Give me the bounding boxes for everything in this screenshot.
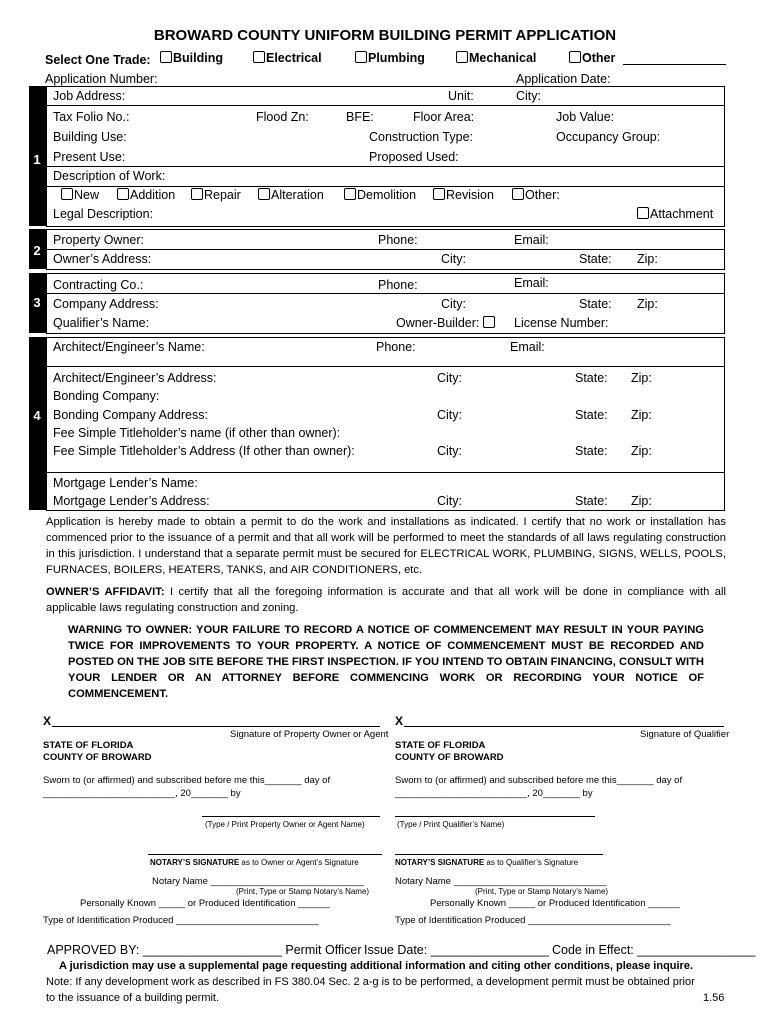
checkbox-icon: [569, 51, 581, 63]
architect-city-label: City:: [437, 371, 462, 385]
issue-date-field: Issue Date: _________________: [364, 943, 549, 957]
job-address-label: Job Address:: [53, 89, 126, 103]
checkbox-icon: [253, 51, 265, 63]
checkbox-icon: [344, 188, 356, 200]
work-repair-checkbox[interactable]: Repair: [191, 188, 241, 202]
checkbox-icon: [512, 188, 524, 200]
page-title: BROWARD COUNTY UNIFORM BUILDING PERMIT APPLICATION: [153, 27, 617, 44]
code-in-effect-field: Code in Effect: _________________: [552, 943, 756, 957]
trade-other-checkbox[interactable]: Other: [569, 51, 615, 65]
form-version: 1.56: [703, 992, 725, 1004]
city-label: City:: [516, 89, 541, 103]
bonding-company-label: Bonding Company:: [53, 389, 160, 403]
owner-sworn-date: _________________________, 20_______ by: [43, 788, 241, 799]
qualifier-personally-known: Personally Known _____ or Produced Identification ______: [430, 898, 680, 909]
bonding-address-label: Bonding Company Address:: [53, 408, 208, 422]
owner-id-produced: Type of Identification Produced ___________________________: [43, 915, 319, 926]
contractor-phone-label: Phone:: [378, 278, 418, 292]
owner-city-label: City:: [441, 252, 466, 266]
checkbox-icon: [61, 188, 73, 200]
checkbox-icon: [117, 188, 129, 200]
architect-zip-label: Zip:: [631, 371, 652, 385]
fee-simple-state-label: State:: [575, 444, 608, 458]
present-use-label: Present Use:: [53, 150, 126, 164]
building-use-label: Building Use:: [53, 130, 127, 144]
checkbox-icon: [160, 51, 172, 63]
work-demolition-checkbox[interactable]: Demolition: [344, 188, 416, 202]
property-owner-label: Property Owner:: [53, 233, 145, 247]
checkbox-icon: [191, 188, 203, 200]
contracting-co-label: Contracting Co.:: [53, 278, 144, 292]
owner-print-name-line[interactable]: [202, 816, 380, 817]
divider: [46, 366, 725, 367]
bfe-label: BFE:: [346, 110, 374, 124]
qualifier-notary-name: Notary Name _____________________________: [395, 876, 607, 887]
trade-plumbing-checkbox[interactable]: Plumbing: [355, 51, 425, 65]
bonding-state-label: State:: [575, 408, 608, 422]
owner-zip-label: Zip:: [637, 252, 658, 266]
work-other-checkbox[interactable]: Other:: [512, 188, 560, 202]
section-2-number: 2: [33, 243, 41, 258]
divider: [46, 186, 725, 187]
work-addition-checkbox[interactable]: Addition: [117, 188, 175, 202]
fee-simple-zip-label: Zip:: [631, 444, 652, 458]
work-alteration-checkbox[interactable]: Alteration: [258, 188, 324, 202]
mortgage-lender-name-label: Mortgage Lender’s Name:: [53, 476, 198, 490]
qualifier-id-produced: Type of Identification Produced ___________________________: [395, 915, 671, 926]
section-1-number: 1: [33, 152, 41, 167]
work-revision-checkbox[interactable]: Revision: [433, 188, 494, 202]
architect-name-label: Architect/Engineer’s Name:: [53, 340, 205, 354]
qualifier-county-label: COUNTY OF BROWARD: [395, 752, 504, 763]
checkbox-icon: [433, 188, 445, 200]
description-of-work-label: Description of Work:: [53, 169, 166, 183]
owner-email-label: Email:: [514, 233, 549, 247]
trade-electrical-checkbox[interactable]: Electrical: [253, 51, 322, 65]
bonding-city-label: City:: [437, 408, 462, 422]
mortgage-state-label: State:: [575, 494, 608, 508]
owner-state-label: STATE OF FLORIDA: [43, 740, 134, 751]
qualifiers-name-label: Qualifier’s Name:: [53, 316, 150, 330]
contractor-email-label: Email:: [514, 276, 549, 290]
owner-builder-checkbox[interactable]: Owner-Builder:: [396, 316, 496, 330]
architect-email-label: Email:: [510, 340, 545, 354]
qualifier-signature-line[interactable]: [404, 726, 724, 727]
bonding-zip-label: Zip:: [631, 408, 652, 422]
section-3-number: 3: [33, 295, 41, 310]
section-4-bar: [29, 337, 46, 510]
architect-address-label: Architect/Engineer’s Address:: [53, 371, 217, 385]
owner-signature-line[interactable]: [52, 726, 380, 727]
qualifier-print-name-caption: (Type / Print Qualifier’s Name): [397, 820, 505, 829]
development-permit-note-cont: to the issuance of a building permit.: [46, 992, 220, 1004]
fee-simple-city-label: City:: [437, 444, 462, 458]
application-number-label: Application Number:: [45, 72, 158, 86]
checkbox-icon: [483, 316, 495, 328]
checkbox-icon: [355, 51, 367, 63]
qualifier-state-label: STATE OF FLORIDA: [395, 740, 486, 751]
trade-other-field[interactable]: [623, 64, 726, 65]
approved-by-field: APPROVED BY: ____________________ Permit Officer: [47, 943, 362, 957]
owner-notary-print-caption: (Print, Type or Stamp Notary’s Name): [236, 887, 370, 896]
architect-state-label: State:: [575, 371, 608, 385]
trade-label: Select One Trade:: [45, 53, 151, 67]
owner-sworn-text: Sworn to (or affirmed) and subscribed before me this_______ day of: [43, 775, 331, 786]
qualifier-notary-signature-caption: NOTARY’S SIGNATURE as to Qualifier’s Signature: [395, 858, 579, 867]
tax-folio-label: Tax Folio No.:: [53, 110, 130, 124]
development-permit-note: Note: If any development work as described in FS 380.04 Sec. 2 a-g is to be performed, a development permit must be obtained prior: [46, 976, 695, 988]
fee-simple-address-label: Fee Simple Titleholder’s Address (If other than owner):: [53, 444, 355, 458]
application-date-label: Application Date:: [516, 72, 611, 86]
proposed-use-label: Proposed Used:: [369, 150, 459, 164]
checkbox-icon: [258, 188, 270, 200]
owners-address-label: Owner’s Address:: [53, 252, 152, 266]
company-zip-label: Zip:: [637, 297, 658, 311]
owner-print-name-caption: (Type / Print Property Owner or Agent Name): [205, 820, 365, 829]
owner-state-label: State:: [579, 252, 612, 266]
owner-notary-signature-caption: NOTARY’S SIGNATURE as to Owner or Agent’s Signature: [150, 858, 359, 867]
owners-affidavit: OWNER’S AFFIDAVIT: I certify that all the foregoing information is accurate and that all work will be done in compliance with all applicable laws regulating construction and zoning.: [46, 586, 726, 614]
construction-type-label: Construction Type:: [369, 130, 473, 144]
checkbox-icon: [637, 207, 649, 219]
occupancy-group-label: Occupancy Group:: [556, 130, 661, 144]
work-new-checkbox[interactable]: New: [61, 188, 99, 202]
jurisdiction-note: A jurisdiction may use a supplemental page requesting additional information and citing other conditions, please inquire.: [59, 960, 694, 972]
mortgage-lender-address-label: Mortgage Lender’s Address:: [53, 494, 210, 508]
job-value-label: Job Value:: [556, 110, 615, 124]
company-address-label: Company Address:: [53, 297, 159, 311]
flood-zone-label: Flood Zn:: [256, 110, 309, 124]
owner-notary-name: Notary Name _____________________________: [152, 876, 364, 887]
qualifier-notary-signature-line[interactable]: [395, 854, 603, 855]
owner-county-label: COUNTY OF BROWARD: [43, 752, 152, 763]
license-number-label: License Number:: [514, 316, 609, 330]
checkbox-icon: [456, 51, 468, 63]
qualifier-notary-print-caption: (Print, Type or Stamp Notary’s Name): [475, 887, 609, 896]
warning-to-owner: WARNING TO OWNER: YOUR FAILURE TO RECORD A NOTICE OF COMMENCEMENT MAY RESULT IN YOUR PAYING TWICE FOR IMPROVEMENTS TO YOUR PROPERTY. A NOTICE OF COMMENCEMENT MUST BE RECORDED AND POSTED ON THE JOB SITE BEFORE THE FIRST INSPECTION. IF YOU INTEND TO OBTAIN FINANCING, CONSULT WITH YOUR LENDER OR AN ATTORNEY BEFORE COMMENCING WORK OR RECORDING YOUR NOTICE OF COMMENCEMENT.: [68, 624, 704, 700]
owner-signature-caption: Signature of Property Owner or Agent: [230, 729, 389, 740]
company-city-label: City:: [441, 297, 466, 311]
floor-area-label: Floor Area:: [413, 110, 475, 124]
owner-phone-label: Phone:: [378, 233, 418, 247]
application-statement: Application is hereby made to obtain a permit to do the work and installations as indicated. I certify that no work or installation has commenced prior to the issuance of a permit and that all work will be performed to meet the standards of all laws regulating construction in this jurisdiction. I understand that a separate permit must be secured for ELECTRICAL WORK, PLUMBING, SIGNS, WELLS, POOLS, FURNACES, BOILERS, HEATERS, TANKS, and AIR CONDITIONERS, etc.: [46, 516, 726, 576]
qualifier-sworn-text: Sworn to (or affirmed) and subscribed before me this_______ day of: [395, 775, 683, 786]
mortgage-zip-label: Zip:: [631, 494, 652, 508]
company-state-label: State:: [579, 297, 612, 311]
qualifier-print-name-line[interactable]: [395, 816, 595, 817]
section-4-number: 4: [33, 408, 41, 423]
qualifier-sworn-date: _________________________, 20_______ by: [395, 788, 593, 799]
unit-label: Unit:: [448, 89, 474, 103]
divider: [46, 166, 725, 167]
qualifier-signature-caption: Signature of Qualifier: [640, 729, 730, 740]
attachment-checkbox[interactable]: Attachment: [637, 207, 713, 221]
owner-signature-x: X: [43, 714, 52, 728]
divider: [46, 249, 725, 250]
mortgage-city-label: City:: [437, 494, 462, 508]
legal-description-label: Legal Description:: [53, 207, 154, 221]
qualifier-signature-x: X: [395, 714, 404, 728]
divider: [46, 293, 725, 294]
fee-simple-name-label: Fee Simple Titleholder’s name (if other than owner):: [53, 426, 341, 440]
divider: [46, 472, 725, 473]
architect-phone-label: Phone:: [376, 340, 416, 354]
divider: [46, 105, 725, 106]
trade-mechanical-checkbox[interactable]: Mechanical: [456, 51, 536, 65]
owner-personally-known: Personally Known _____ or Produced Identification ______: [80, 898, 330, 909]
owner-notary-signature-line[interactable]: [148, 854, 382, 855]
trade-building-checkbox[interactable]: Building: [160, 51, 223, 65]
